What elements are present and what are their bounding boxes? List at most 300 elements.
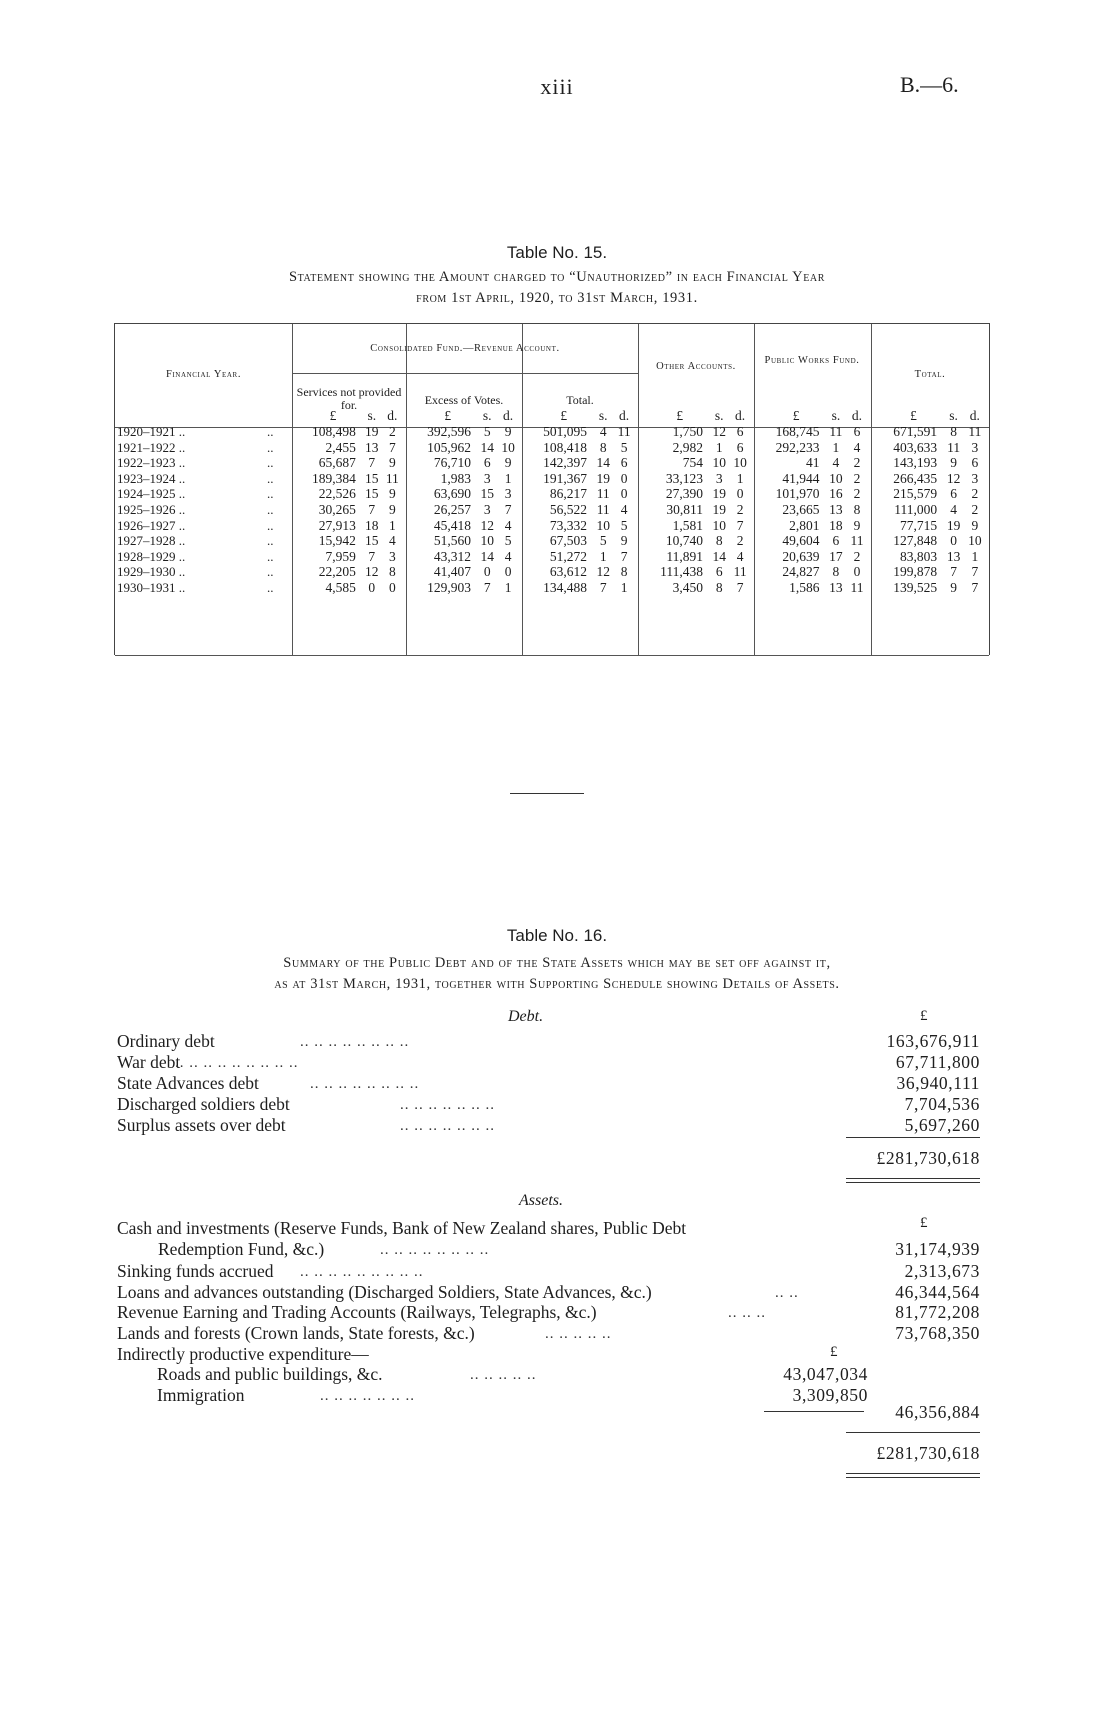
- table-cell-c3-shillings: 11: [596, 486, 610, 502]
- table-cell-c6-pence: 6: [971, 455, 979, 471]
- table-cell-c4-pence: 0: [736, 486, 744, 502]
- debt-total: £281,730,618: [876, 1148, 980, 1168]
- table-cell-c5-shillings: 13: [829, 502, 843, 517]
- table-cell-c6-shillings: 7: [950, 564, 957, 580]
- table-cell-c5-shillings: 4: [832, 455, 840, 471]
- table-cell-c2-pounds: 43,312: [433, 548, 471, 564]
- leader-dots: .. .. .. .. .. .. ..: [400, 1097, 495, 1113]
- table-cell-c5-shillings: 8: [832, 564, 840, 580]
- table-cell-c1-pounds: 22,526: [318, 486, 356, 502]
- table-cell-c3-pence: 11: [617, 424, 631, 439]
- indirect-total: 46,356,884: [895, 1402, 980, 1422]
- table-cell-c3-shillings: 4: [599, 424, 607, 439]
- header-services-not-provided: Services not provided for.: [296, 385, 402, 412]
- table-cell-c3-shillings: 7: [599, 580, 607, 595]
- table-cell-c3-pounds: 56,522: [549, 502, 587, 517]
- table-cell-c1-pence: 9: [388, 455, 396, 471]
- table-cell-c6-pounds: 266,435: [893, 470, 938, 486]
- table-cell-c6-pence: 7: [971, 564, 979, 580]
- table-cell-c4-pounds: 11,891: [666, 548, 703, 564]
- table-cell-c3-shillings: 10: [596, 517, 610, 533]
- asset-item-label: Sinking funds accrued: [117, 1261, 274, 1281]
- table-cell-c2-shillings: 12: [480, 517, 494, 533]
- table-cell-c3-shillings: 5: [599, 533, 607, 549]
- table-cell-c2-pence: 4: [504, 517, 512, 533]
- table-cell-c3-pounds: 191,367: [543, 470, 587, 486]
- table-cell-c1-shillings: 0: [368, 580, 376, 595]
- table-cell-c3-pence: 6: [620, 455, 628, 471]
- table-cell-c3-pence: 8: [620, 564, 628, 580]
- pound-sign: £: [920, 1215, 928, 1231]
- leader-dots: ..: [267, 502, 274, 517]
- year-label: 1928–1929 ..: [117, 548, 186, 564]
- table-cell-c2-shillings: 0: [483, 564, 491, 580]
- table-cell-c4-pence: 6: [736, 439, 744, 455]
- table-cell-c4-pence: 7: [736, 517, 744, 533]
- table-cell-c2-pounds: 129,903: [427, 580, 471, 595]
- leader-dots: .. .. .. .. ..: [545, 1325, 612, 1342]
- unit-pound: £: [910, 408, 917, 423]
- table-cell-c2-pounds: 392,596: [427, 424, 471, 439]
- table-cell-c1-pence: 7: [388, 439, 396, 455]
- table-cell-c5-pounds: 20,639: [782, 548, 820, 564]
- table-cell-c6-pence: 11: [968, 424, 982, 439]
- table-cell-c6-pence: 7: [971, 580, 979, 595]
- table-cell-c5-pounds: 24,827: [782, 564, 820, 580]
- table-cell-c4-shillings: 12: [712, 424, 726, 439]
- debt-item-label: State Advances debt: [117, 1073, 259, 1093]
- year-label: 1927–1928 ..: [117, 533, 186, 549]
- table-cell-c6-pounds: 199,878: [893, 564, 938, 580]
- year-label: 1924–1925 ..: [117, 486, 186, 502]
- table16-caption-line1: Summary of the Public Debt and of the State Assets which may be set off against it,: [283, 955, 831, 971]
- table-cell-c6-pounds: 403,633: [893, 439, 938, 455]
- table-cell-c2-pence: 5: [504, 533, 512, 549]
- year-label: 1920–1921 ..: [117, 424, 186, 439]
- table-cell-c2-pounds: 45,418: [433, 517, 471, 533]
- table-cell-c2-shillings: 3: [483, 502, 491, 517]
- table-cell-c5-shillings: 11: [829, 424, 843, 439]
- unit-pence: d.: [503, 408, 514, 423]
- page-number: xiii: [540, 74, 574, 99]
- table16-title: Table No. 16.: [506, 926, 608, 945]
- header-consolidated-fund: Consolidated Fund.—Revenue Account.: [370, 343, 560, 354]
- unit-shilling: s.: [949, 408, 958, 423]
- table-cell-c2-pounds: 76,710: [433, 455, 471, 471]
- table-cell-c1-shillings: 15: [365, 470, 379, 486]
- table-cell-c4-pounds: 2,982: [672, 439, 703, 455]
- indirect-item-amount: 3,309,850: [792, 1385, 868, 1405]
- table-cell-c1-pence: 9: [388, 486, 396, 502]
- table-cell-c1-shillings: 7: [368, 548, 376, 564]
- table-cell-c5-pence: 2: [853, 470, 861, 486]
- table-cell-c6-pence: 3: [971, 439, 979, 455]
- header-financial-year: Financial Year.: [165, 369, 242, 380]
- bottom-rule: [115, 655, 989, 656]
- leader-dots: ..: [267, 580, 274, 595]
- table-cell-c4-pounds: 10,740: [665, 533, 703, 549]
- header-public-works-fund: Public Works Fund.: [764, 355, 860, 366]
- table-cell-c1-pence: 2: [388, 424, 396, 439]
- table-cell-c5-pence: 0: [853, 564, 861, 580]
- table-cell-c4-shillings: 10: [712, 455, 726, 471]
- table-cell-c4-pence: 10: [733, 455, 747, 471]
- table-cell-c6-pounds: 111,000: [894, 502, 938, 517]
- unit-shilling: s.: [367, 408, 377, 423]
- table-cell-c1-pence: 1: [388, 517, 396, 533]
- table-cell-c5-pence: 4: [853, 439, 861, 455]
- debt-item-amount: 163,676,911: [886, 1031, 980, 1051]
- unit-pound: £: [792, 408, 800, 423]
- table-cell-c1-pounds: 65,687: [318, 455, 356, 471]
- year-label: 1925–1926 ..: [117, 502, 186, 517]
- table-cell-c3-pounds: 67,503: [549, 533, 587, 549]
- leader-dots: .. .. .. .. .. .. .. ..: [300, 1034, 410, 1050]
- table-cell-c3-pounds: 51,272: [549, 548, 587, 564]
- pound-sign: £: [920, 1008, 928, 1024]
- header-rule: [292, 373, 638, 374]
- debt-item-amount: 67,711,800: [895, 1052, 980, 1072]
- table-cell-c5-pence: 2: [853, 486, 861, 502]
- table-cell-c4-shillings: 19: [712, 502, 726, 517]
- table-cell-c3-pounds: 86,217: [549, 486, 587, 502]
- unit-pence: d.: [735, 408, 746, 423]
- table-cell-c2-pence: 0: [504, 564, 512, 580]
- unit-pence: d.: [619, 408, 630, 423]
- assets-total-double-rule: [846, 1473, 980, 1478]
- asset-item-amount: 2,313,673: [904, 1261, 980, 1281]
- unit-pence: d.: [387, 408, 398, 423]
- table-cell-c4-pence: 7: [736, 580, 744, 595]
- table-cell-c2-pence: 1: [504, 580, 512, 595]
- table-cell-c4-pounds: 1,750: [672, 424, 703, 439]
- leader-dots: ..: [267, 424, 274, 439]
- table-cell-c6-shillings: 0: [950, 533, 957, 549]
- leader-dots: ..: [267, 486, 274, 502]
- table-cell-c5-shillings: 6: [832, 533, 840, 549]
- sub-pound-sign: £: [830, 1344, 838, 1360]
- asset-cash-amount: 31,174,939: [895, 1239, 980, 1259]
- indirect-item-label: Immigration: [157, 1385, 245, 1405]
- table-cell-c6-pence: 3: [971, 470, 979, 486]
- leader-dots: ..: [267, 455, 274, 471]
- table-cell-c5-pounds: 168,745: [775, 424, 820, 439]
- table-cell-c1-shillings: 13: [365, 439, 379, 455]
- table-cell-c3-pounds: 134,488: [543, 580, 587, 595]
- table-cell-c6-shillings: 9: [950, 580, 957, 595]
- table-cell-c3-shillings: 11: [596, 502, 610, 517]
- table-cell-c2-pounds: 1,983: [440, 470, 471, 486]
- table-cell-c6-pence: 10: [968, 533, 982, 549]
- table15: [114, 323, 990, 655]
- table-cell-c1-shillings: 19: [365, 424, 379, 439]
- year-label: 1930–1931 ..: [117, 580, 186, 595]
- debt-item-amount: 36,940,111: [896, 1073, 980, 1093]
- table-cell-c6-pounds: 143,193: [893, 455, 938, 471]
- table16-caption-line2: as at 31st March, 1931, together with Supporting Schedule showing Details of Assets.: [274, 976, 840, 992]
- unit-pence: d.: [851, 408, 863, 423]
- leader-dots: ..: [267, 548, 274, 564]
- leader-dots: .. .. .. .. .. .. .. .. ..: [300, 1264, 424, 1280]
- table-cell-c4-pence: 6: [736, 424, 744, 439]
- table-cell-c4-shillings: 14: [712, 548, 726, 564]
- leader-dots: .. .. .. .. .. .. .. ..: [380, 1242, 490, 1258]
- table-cell-c3-shillings: 8: [599, 439, 607, 455]
- table-cell-c2-shillings: 15: [480, 486, 494, 502]
- table-cell-c2-shillings: 14: [480, 439, 494, 455]
- table-cell-c5-pounds: 49,604: [782, 533, 820, 549]
- table-cell-c4-pounds: 3,450: [672, 580, 703, 595]
- debt-item-amount: 7,704,536: [904, 1094, 980, 1114]
- table15-caption-line1: Statement showing the Amount charged to “Unauthorized” in each Financial Year: [288, 269, 826, 285]
- table-cell-c3-pounds: 501,095: [543, 424, 587, 439]
- asset-item-label: Revenue Earning and Trading Accounts (Railways, Telegraphs, &c.): [117, 1302, 597, 1322]
- document-reference: B.—6.: [900, 72, 959, 97]
- table-cell-c5-pounds: 101,970: [775, 486, 820, 502]
- table-cell-c4-pounds: 111,438: [660, 564, 703, 580]
- table-cell-c4-pence: 2: [736, 533, 744, 549]
- table-cell-c3-pence: 0: [620, 470, 628, 486]
- table-cell-c4-pounds: 754: [682, 455, 703, 471]
- table-cell-c6-shillings: 19: [946, 517, 961, 533]
- table-cell-c6-shillings: 13: [946, 548, 961, 564]
- table-cell-c4-shillings: 1: [715, 439, 723, 455]
- table-cell-c4-pounds: 1,581: [672, 517, 703, 533]
- table-cell-c5-shillings: 16: [829, 486, 843, 502]
- table-cell-c1-pence: 11: [385, 470, 399, 486]
- unit-pence: d.: [969, 408, 980, 423]
- table15-title: Table No. 15.: [506, 243, 608, 262]
- unit-pound: £: [329, 408, 337, 423]
- debt-heading: Debt.: [508, 1008, 544, 1025]
- table-cell-c5-pounds: 2,801: [789, 517, 820, 533]
- unit-pound: £: [560, 408, 568, 423]
- table-cell-c4-shillings: 10: [712, 517, 726, 533]
- table-cell-c6-pounds: 139,525: [893, 580, 938, 595]
- table-cell-c3-pence: 5: [620, 517, 628, 533]
- table-cell-c3-shillings: 1: [599, 548, 607, 564]
- debt-subtotal-rule: [846, 1137, 980, 1138]
- table-cell-c1-pounds: 30,265: [318, 502, 356, 517]
- table-cell-c1-shillings: 15: [365, 533, 379, 549]
- leader-dots: ..: [267, 470, 274, 486]
- table-cell-c1-shillings: 18: [365, 517, 379, 533]
- table-cell-c5-pence: 11: [850, 580, 864, 595]
- leader-dots: .. ..: [775, 1284, 799, 1301]
- table-cell-c1-pounds: 2,455: [325, 439, 356, 455]
- table-cell-c4-shillings: 8: [715, 580, 723, 595]
- table-cell-c5-pence: 6: [853, 424, 861, 439]
- table-cell-c6-shillings: 12: [946, 470, 961, 486]
- table-cell-c5-shillings: 10: [829, 470, 843, 486]
- table-cell-c1-shillings: 12: [365, 564, 379, 580]
- table-cell-c1-pence: 9: [388, 502, 396, 517]
- table-cell-c6-pounds: 77,715: [899, 517, 938, 533]
- table-cell-c2-shillings: 6: [483, 455, 491, 471]
- table-cell-c1-shillings: 15: [365, 486, 379, 502]
- table-cell-c5-pounds: 292,233: [775, 439, 820, 455]
- leader-dots: .. .. .. .. .. .. .. ..: [310, 1076, 420, 1092]
- table-cell-c6-pounds: 215,579: [893, 486, 938, 502]
- indirect-item-label: Roads and public buildings, &c.: [157, 1364, 383, 1384]
- table-cell-c1-pounds: 189,384: [311, 470, 356, 486]
- table-cell-c3-pence: 7: [620, 548, 628, 564]
- year-label: 1926–1927 ..: [117, 517, 186, 533]
- table-cell-c4-pounds: 27,390: [665, 486, 703, 502]
- table-cell-c2-pounds: 41,407: [433, 564, 471, 580]
- table-cell-c5-pounds: 1,586: [789, 580, 820, 595]
- table-cell-c1-pounds: 108,498: [311, 424, 356, 439]
- table-cell-c3-pounds: 142,397: [543, 455, 587, 471]
- table-cell-c5-pence: 2: [853, 548, 861, 564]
- asset-cash-label-continued: Redemption Fund, &c.): [158, 1239, 325, 1259]
- year-label: 1923–1924 ..: [117, 470, 186, 486]
- debt-item-amount: 5,697,260: [904, 1115, 980, 1135]
- table-cell-c6-pounds: 671,591: [893, 424, 938, 439]
- table-cell-c3-pounds: 73,332: [549, 517, 587, 533]
- year-label: 1929–1930 ..: [117, 564, 186, 580]
- table-cell-c4-pence: 1: [736, 470, 744, 486]
- table-cell-c6-shillings: 9: [950, 455, 957, 471]
- table-cell-c2-pence: 9: [504, 424, 512, 439]
- table-cell-c1-shillings: 7: [368, 502, 376, 517]
- table-cell-c4-pence: 2: [736, 502, 744, 517]
- table-cell-c3-pence: 4: [620, 502, 628, 517]
- asset-cash-label: Cash and investments (Reserve Funds, Bank of New Zealand shares, Public Debt: [117, 1218, 687, 1238]
- leader-dots: ..: [267, 439, 274, 455]
- table-cell-c1-pounds: 15,942: [318, 533, 356, 549]
- indirect-expenditure-label: Indirectly productive expenditure—: [117, 1344, 369, 1364]
- table-cell-c3-pounds: 63,612: [549, 564, 587, 580]
- table-cell-c2-pence: 1: [504, 470, 512, 486]
- table-cell-c2-shillings: 3: [483, 470, 491, 486]
- indirect-item-amount: 43,047,034: [783, 1364, 868, 1384]
- leader-dots: .. .. ..: [728, 1305, 766, 1321]
- table-cell-c5-pounds: 41,944: [782, 470, 820, 486]
- table-cell-c3-pence: 1: [620, 580, 628, 595]
- table-cell-c4-pence: 11: [733, 564, 747, 580]
- year-label: 1922–1923 ..: [117, 455, 186, 471]
- table-cell-c1-pence: 0: [388, 580, 396, 595]
- assets-subtotal-rule: [846, 1432, 980, 1433]
- table-cell-c4-shillings: 3: [715, 470, 723, 486]
- table-cell-c4-shillings: 6: [715, 564, 723, 580]
- asset-item-label: Loans and advances outstanding (Discharged Soldiers, State Advances, &c.): [117, 1281, 652, 1302]
- table-cell-c6-pence: 2: [971, 486, 979, 502]
- table-cell-c5-shillings: 13: [829, 580, 843, 595]
- table-cell-c5-shillings: 18: [829, 517, 843, 533]
- table-cell-c1-pence: 4: [388, 533, 396, 549]
- leader-dots: .. .. .. .. .. .. ..: [320, 1388, 415, 1404]
- table-cell-c5-pounds: 41: [806, 455, 820, 471]
- table-cell-c2-shillings: 7: [483, 580, 491, 595]
- table-cell-c5-pence: 2: [853, 455, 861, 471]
- table-cell-c2-pence: 3: [504, 486, 512, 502]
- table-cell-c1-shillings: 7: [368, 455, 376, 471]
- table-cell-c2-shillings: 14: [480, 548, 494, 564]
- table-cell-c4-pounds: 33,123: [665, 470, 703, 486]
- leader-dots: ..: [267, 533, 274, 549]
- leader-dots: ..: [267, 564, 274, 580]
- asset-item-amount: 81,772,208: [895, 1302, 980, 1322]
- debt-item-label: Discharged soldiers debt: [117, 1094, 290, 1114]
- table-cell-c6-pounds: 83,803: [899, 548, 938, 564]
- leader-dots: .. .. .. .. .. .. .. .. ..: [175, 1055, 299, 1071]
- table-cell-c2-pounds: 105,962: [427, 439, 471, 455]
- table-cell-c3-pence: 0: [620, 486, 628, 502]
- asset-item-amount: 46,344,564: [895, 1281, 980, 1302]
- table-cell-c6-shillings: 6: [950, 486, 957, 502]
- unit-pound: £: [444, 408, 452, 423]
- table-cell-c6-pence: 1: [971, 548, 979, 564]
- table-cell-c6-shillings: 8: [950, 424, 957, 439]
- table-cell-c6-pounds: 127,848: [893, 533, 938, 549]
- table-cell-c2-pounds: 26,257: [433, 502, 471, 517]
- table-cell-c5-pence: 9: [853, 517, 861, 533]
- table15-caption-line2: from 1st April, 1920, to 31st March, 1931.: [416, 290, 698, 306]
- table-cell-c5-pence: 11: [850, 533, 864, 549]
- table-cell-c4-shillings: 8: [715, 533, 723, 549]
- leader-dots: .. .. .. .. ..: [470, 1367, 537, 1383]
- table-cell-c3-shillings: 19: [596, 470, 610, 486]
- table-cell-c5-shillings: 1: [832, 439, 840, 455]
- unit-shilling: s.: [714, 408, 724, 423]
- unit-shilling: s.: [598, 408, 608, 423]
- debt-item-label: Ordinary debt: [117, 1031, 215, 1051]
- table-cell-c2-shillings: 5: [483, 424, 491, 439]
- table-cell-c5-pounds: 23,665: [782, 502, 820, 517]
- table-cell-c6-shillings: 11: [947, 439, 961, 455]
- unit-shilling: s.: [482, 408, 492, 423]
- table-cell-c1-pounds: 4,585: [325, 580, 356, 595]
- debt-item-label: Surplus assets over debt: [117, 1115, 286, 1135]
- debt-total-double-rule: [846, 1178, 980, 1183]
- header-excess-of-votes: Excess of Votes.: [424, 393, 504, 407]
- leader-dots: ..: [267, 517, 274, 533]
- year-label: 1921–1922 ..: [117, 439, 186, 455]
- table-cell-c2-pence: 9: [504, 455, 512, 471]
- assets-total: £281,730,618: [876, 1443, 980, 1463]
- table-cell-c5-pence: 8: [853, 502, 861, 517]
- assets-heading: Assets.: [519, 1192, 563, 1209]
- header-total: Total.: [914, 369, 946, 380]
- unit-shilling: s.: [831, 408, 841, 423]
- asset-item-amount: 73,768,350: [895, 1322, 980, 1343]
- table-cell-c1-pence: 8: [388, 564, 396, 580]
- table-cell-c4-pounds: 30,811: [666, 502, 703, 517]
- table-cell-c2-pence: 7: [504, 502, 512, 517]
- table-cell-c2-pounds: 63,690: [433, 486, 471, 502]
- table-cell-c1-pounds: 7,959: [325, 548, 356, 564]
- unit-pound: £: [676, 408, 684, 423]
- table-cell-c1-pence: 3: [388, 548, 396, 564]
- table-cell-c6-pence: 2: [971, 502, 979, 517]
- table-cell-c3-pence: 5: [620, 439, 628, 455]
- asset-item-label: Lands and forests (Crown lands, State forests, &c.): [117, 1322, 475, 1343]
- table-cell-c3-shillings: 14: [596, 455, 610, 471]
- leader-dots: .. .. .. .. .. .. ..: [400, 1118, 495, 1134]
- header-total-sub: Total.: [566, 393, 594, 407]
- debt-item-label: War debt: [117, 1052, 181, 1072]
- section-divider: [510, 793, 584, 794]
- table-cell-c1-pounds: 22,205: [318, 564, 356, 580]
- table-cell-c4-shillings: 19: [712, 486, 726, 502]
- table-cell-c5-shillings: 17: [829, 548, 843, 564]
- table-cell-c3-shillings: 12: [596, 564, 610, 580]
- table-cell-c6-pence: 9: [971, 517, 979, 533]
- table-cell-c3-pounds: 108,418: [543, 439, 587, 455]
- table-cell-c3-pence: 9: [620, 533, 628, 549]
